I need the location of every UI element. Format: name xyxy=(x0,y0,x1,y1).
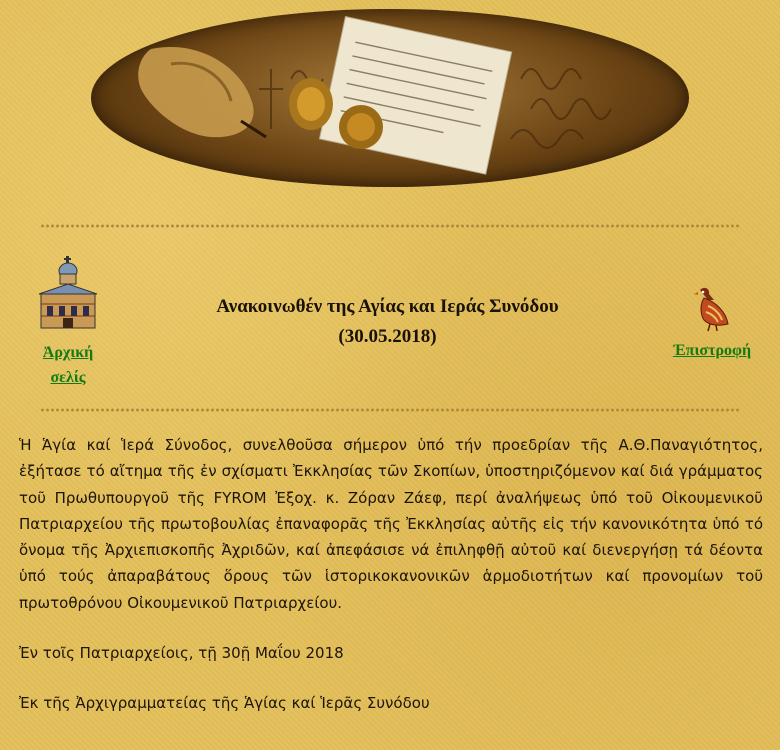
announcement-date: (30.05.2018) xyxy=(338,326,437,347)
bird-icon[interactable] xyxy=(692,284,732,332)
announcement-content xyxy=(19,432,763,717)
divider-bottom xyxy=(40,408,740,412)
header-banner xyxy=(91,9,689,187)
home-link[interactable]: Ἀρχική σελίς xyxy=(42,344,94,386)
back-link[interactable]: Ἐπιστροφή xyxy=(672,342,752,359)
announcement-header xyxy=(130,292,645,352)
announcement-signature: Ἐκ τῆς Ἀρχιγραμματείας τῆς Ἁγίας καί Ἱερᾶς Συνόδου xyxy=(19,694,430,713)
home-nav[interactable] xyxy=(28,256,108,390)
banner-illustration xyxy=(91,9,689,187)
page-title: Ανακοινωθέν της Αγίας και Ιεράς Συνόδου xyxy=(216,296,559,317)
announcement-place-date: Ἐν τοῖς Πατριαρχείοις, τῇ 30ῇ Μαΐου 2018 xyxy=(19,644,344,663)
announcement-body: Ἡ Ἁγία καί Ἱερά Σύνοδος, συνελθοῦσα σήμερον ὑπό τήν προεδρίαν τῆς Α.Θ.Παναγιότητος, ἐξήτασε τό αἴτημα τῆς ἐν σχίσματι Ἐκκλησίας τῶν Σκοπίων, ὑποστηριζόμενον καί διά γράμματος τοῦ Πρωθυπουργοῦ τῆς FYROM Ἐξοχ. κ. Ζόραν Ζάεφ, περί ἀναλήψεως ὑπό τοῦ Οἰκουμενικοῦ Πατριαρχείου τῆς πρωτοβουλίας ἐπαναφορᾶς τῆς Ἐκκλησίας αὐτῆς εἰς τήν κανονικότητα ὑπό τό ὄνομα τῆς Ἀρχιεπισκοπῆς Ἀχριδῶν, καί ἀπεφάσισε νά ἐπιληφθῇ αὐτοῦ καί διενεργήσῃ τά δέοντα ὑπό τούς ἀπαραβάτους ὅρους τῶν ἱστορικοκανονικῶν ἁρμοδιοτήτων καί προνομίων τοῦ πρωτοθρόνου Οἰκουμενικοῦ Πατριαρχείου. xyxy=(19,436,763,612)
divider-top xyxy=(40,224,740,228)
back-nav[interactable] xyxy=(654,284,770,363)
church-icon[interactable] xyxy=(35,256,101,330)
